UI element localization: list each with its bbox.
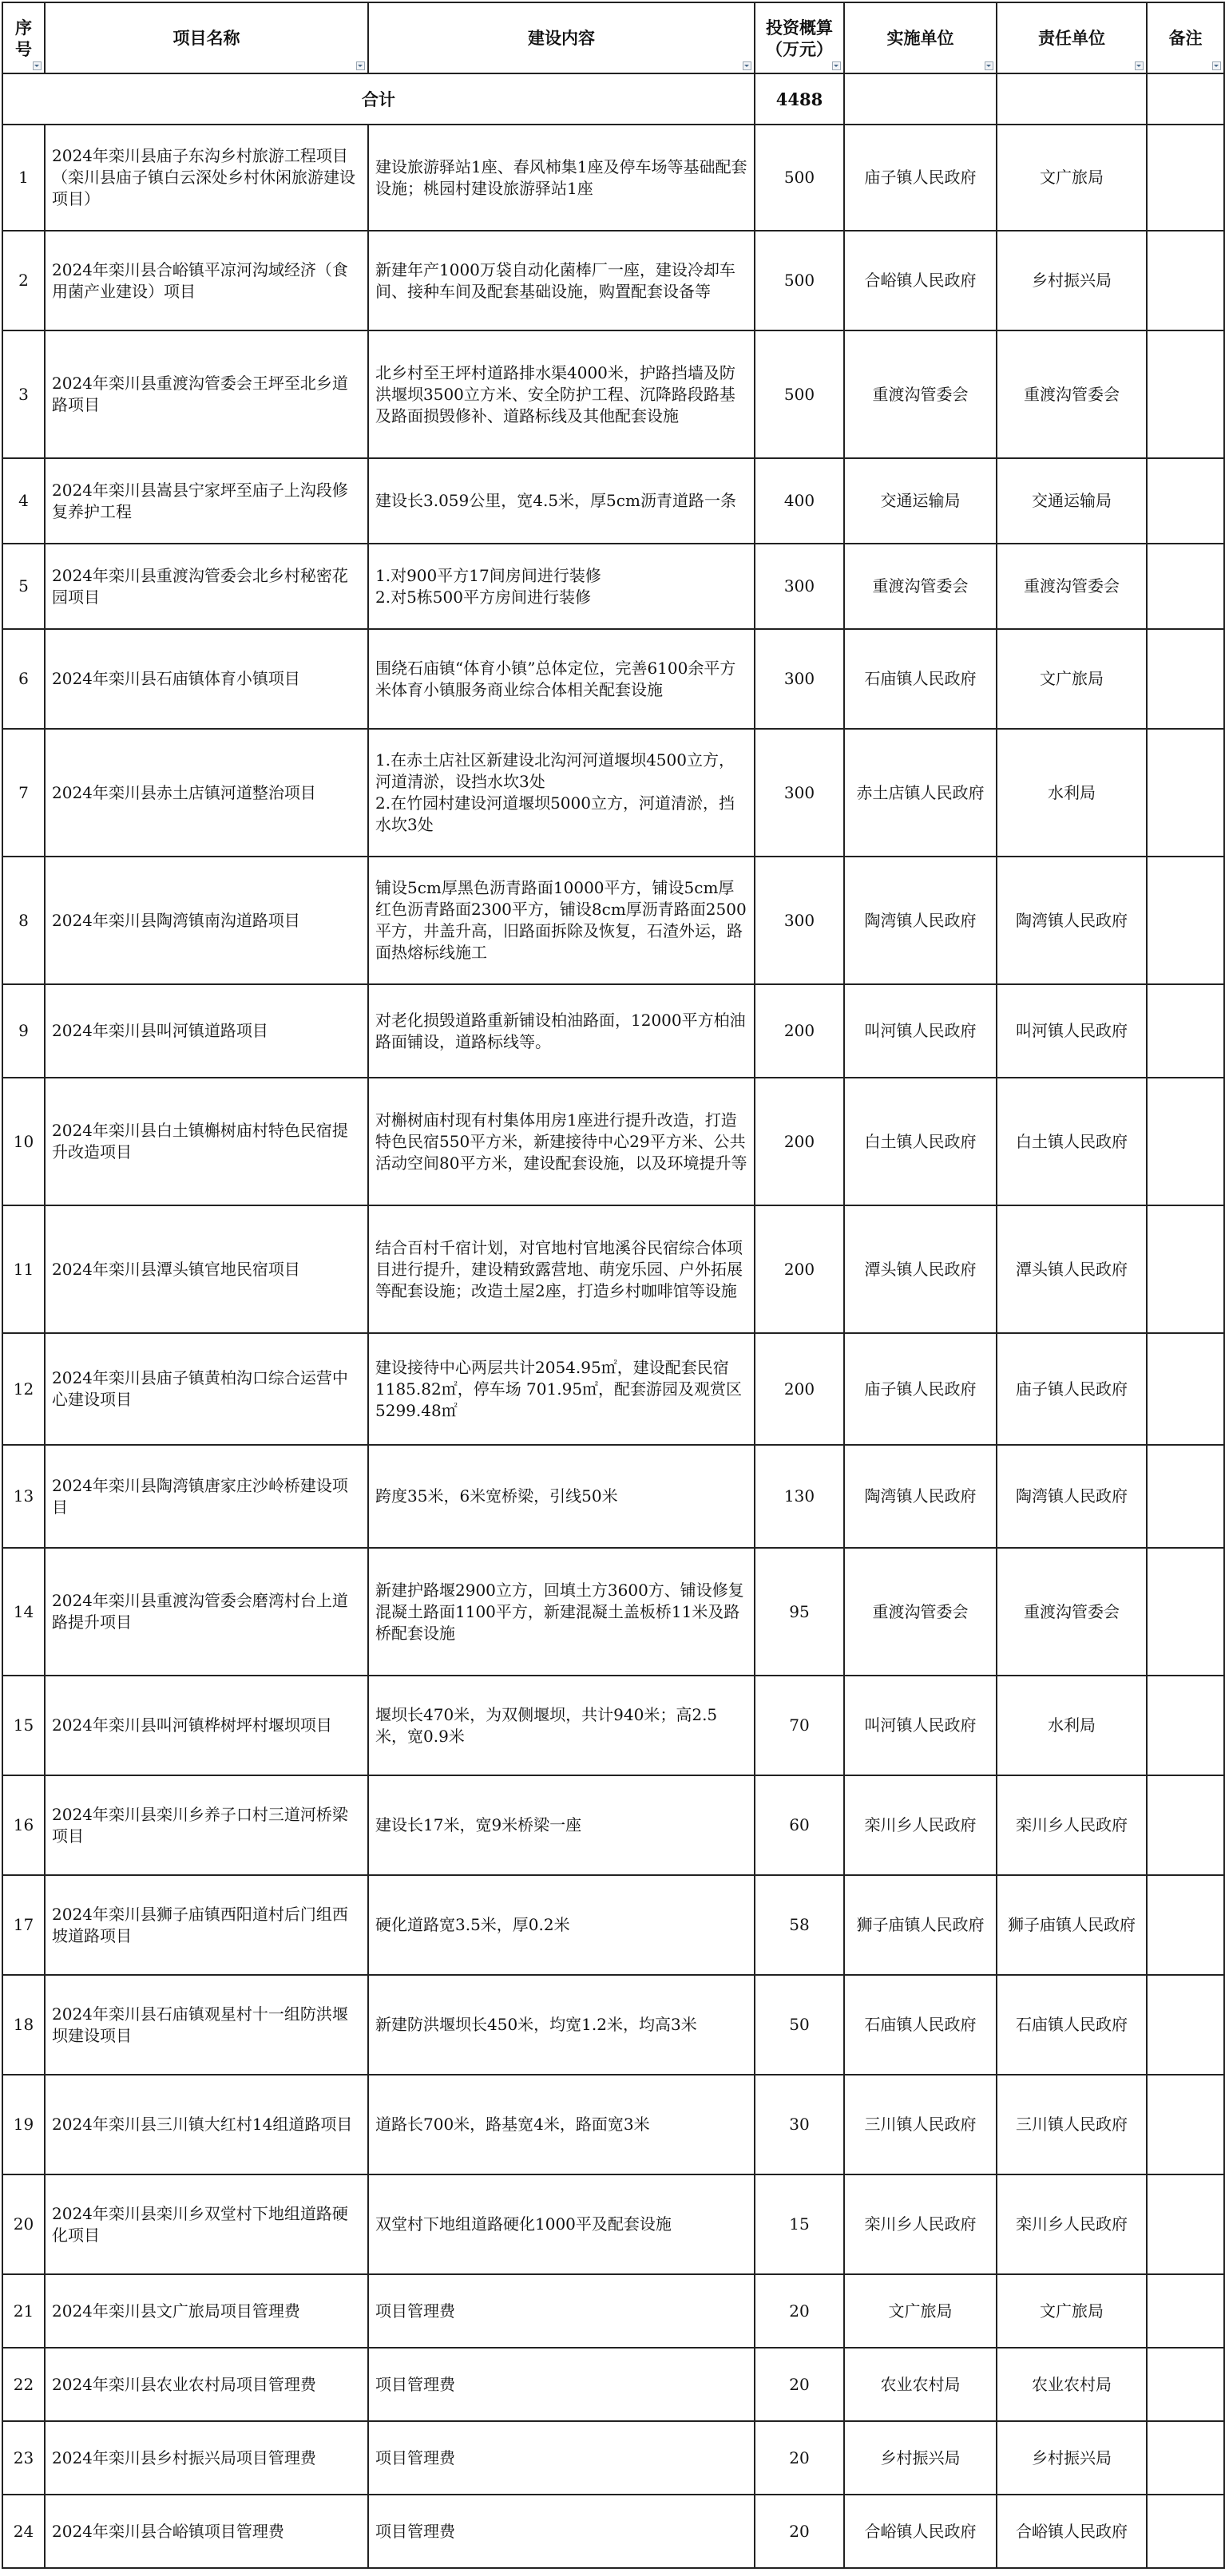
invest-cell: 130 [755, 1445, 844, 1548]
impl-unit-cell: 农业农村局 [844, 2348, 997, 2421]
resp-unit-cell: 叫河镇人民政府 [997, 984, 1147, 1078]
project-name-cell: 2024年栾川县庙子镇黄柏沟口综合运营中心建设项目 [45, 1333, 368, 1445]
seq-cell: 13 [2, 1445, 45, 1548]
impl-unit-cell: 陶湾镇人民政府 [844, 857, 997, 984]
content-cell: 北乡村至王坪村道路排水渠4000米，护路挡墙及防洪堰坝3500立方米、安全防护工程、沉降路段路基及路面损毁修补、道路标线及其他配套设施 [368, 330, 755, 458]
resp-unit-cell: 乡村振兴局 [997, 231, 1147, 330]
seq-cell: 21 [2, 2274, 45, 2348]
table-row [2, 2274, 1224, 2348]
invest-cell: 20 [755, 2348, 844, 2421]
seq-cell: 2 [2, 231, 45, 330]
seq-cell: 12 [2, 1333, 45, 1445]
filter-dropdown-icon[interactable] [1212, 61, 1221, 70]
header-impl: 实施单位 [844, 2, 997, 73]
table-row [2, 1775, 1224, 1875]
header-content: 建设内容 [368, 2, 755, 73]
impl-unit-cell: 赤土店镇人民政府 [844, 729, 997, 857]
content-cell: 铺设5cm厚黑色沥青路面10000平方，铺设5cm厚红色沥青路面2300平方，铺设8cm厚沥青路面2500平方，井盖升高，旧路面拆除及恢复，石渣外运，路面热熔标线施工 [368, 857, 755, 984]
note-cell [1147, 1548, 1224, 1676]
total-label: 合计 [2, 73, 755, 125]
note-cell [1147, 231, 1224, 330]
project-name-cell: 2024年栾川县重渡沟管委会王坪至北乡道路项目 [45, 330, 368, 458]
table-row [2, 629, 1224, 729]
header-seq: 序号 [2, 2, 45, 73]
content-cell: 新建年产1000万袋自动化菌棒厂一座，建设冷却车间、接种车间及配套基础设施，购置配套设备等 [368, 231, 755, 330]
note-cell [1147, 2174, 1224, 2274]
invest-cell: 20 [755, 2421, 844, 2495]
note-cell [1147, 1875, 1224, 1975]
table-row [2, 544, 1224, 629]
impl-unit-cell: 栾川乡人民政府 [844, 1775, 997, 1875]
note-cell [1147, 2274, 1224, 2348]
content-cell: 建设接待中心两层共计2054.95㎡，建设配套民宿1185.82㎡，停车场 701.95㎡，配套游园及观赏区5299.48㎡ [368, 1333, 755, 1445]
project-name-cell: 2024年栾川县三川镇大红村14组道路项目 [45, 2075, 368, 2174]
project-name-cell: 2024年栾川县石庙镇体育小镇项目 [45, 629, 368, 729]
impl-unit-cell: 栾川乡人民政府 [844, 2174, 997, 2274]
table-row [2, 1445, 1224, 1548]
filter-dropdown-icon[interactable] [832, 61, 841, 70]
header-invest: 投资概算 （万元） [755, 2, 844, 73]
project-name-cell: 2024年栾川县叫河镇桦树坪村堰坝项目 [45, 1676, 368, 1775]
resp-unit-cell: 陶湾镇人民政府 [997, 1445, 1147, 1548]
note-cell [1147, 1676, 1224, 1775]
resp-unit-cell: 水利局 [997, 1676, 1147, 1775]
impl-unit-cell: 叫河镇人民政府 [844, 984, 997, 1078]
seq-cell: 22 [2, 2348, 45, 2421]
content-cell: 结合百村千宿计划，对官地村官地溪谷民宿综合体项目进行提升，建设精致露营地、萌宠乐园、户外拓展等配套设施；改造土屋2座，打造乡村咖啡馆等设施 [368, 1205, 755, 1333]
content-cell: 1.对900平方17间房间进行装修 2.对5栋500平方房间进行装修 [368, 544, 755, 629]
invest-cell: 20 [755, 2274, 844, 2348]
project-name-cell: 2024年栾川县赤土店镇河道整治项目 [45, 729, 368, 857]
content-cell: 项目管理费 [368, 2495, 755, 2568]
invest-cell: 50 [755, 1975, 844, 2075]
impl-unit-cell: 合峪镇人民政府 [844, 2495, 997, 2568]
content-cell: 项目管理费 [368, 2348, 755, 2421]
seq-cell: 5 [2, 544, 45, 629]
resp-unit-cell: 交通运输局 [997, 458, 1147, 544]
header-name: 项目名称 [45, 2, 368, 73]
table-row [2, 1333, 1224, 1445]
content-cell: 对老化损毁道路重新铺设柏油路面，12000平方柏油路面铺设，道路标线等。 [368, 984, 755, 1078]
content-cell: 围绕石庙镇“体育小镇”总体定位，完善6100余平方米体育小镇服务商业综合体相关配套设施 [368, 629, 755, 729]
project-name-cell: 2024年栾川县石庙镇观星村十一组防洪堰坝建设项目 [45, 1975, 368, 2075]
impl-unit-cell: 合峪镇人民政府 [844, 231, 997, 330]
seq-cell: 18 [2, 1975, 45, 2075]
project-name-cell: 2024年栾川县栾川乡双堂村下地组道路硬化项目 [45, 2174, 368, 2274]
project-name-cell: 2024年栾川县叫河镇道路项目 [45, 984, 368, 1078]
invest-cell: 200 [755, 1333, 844, 1445]
content-cell: 项目管理费 [368, 2421, 755, 2495]
resp-unit-cell: 石庙镇人民政府 [997, 1975, 1147, 2075]
project-name-cell: 2024年栾川县白土镇槲树庙村特色民宿提升改造项目 [45, 1078, 368, 1205]
resp-unit-cell: 合峪镇人民政府 [997, 2495, 1147, 2568]
table-row [2, 2075, 1224, 2174]
seq-cell: 6 [2, 629, 45, 729]
note-cell [1147, 1078, 1224, 1205]
seq-cell: 8 [2, 857, 45, 984]
invest-cell: 500 [755, 125, 844, 231]
invest-cell: 500 [755, 330, 844, 458]
resp-unit-cell: 三川镇人民政府 [997, 2075, 1147, 2174]
table-row [2, 1548, 1224, 1676]
seq-cell: 11 [2, 1205, 45, 1333]
invest-cell: 300 [755, 857, 844, 984]
seq-cell: 1 [2, 125, 45, 231]
impl-unit-cell: 庙子镇人民政府 [844, 1333, 997, 1445]
content-cell: 道路长700米，路基宽4米，路面宽3米 [368, 2075, 755, 2174]
content-cell: 双堂村下地组道路硬化1000平及配套设施 [368, 2174, 755, 2274]
total-value: 4488 [755, 73, 844, 125]
filter-dropdown-icon[interactable] [985, 61, 993, 70]
table-row [2, 1205, 1224, 1333]
impl-unit-cell: 白土镇人民政府 [844, 1078, 997, 1205]
table-row [2, 857, 1224, 984]
impl-unit-cell: 狮子庙镇人民政府 [844, 1875, 997, 1975]
seq-cell: 14 [2, 1548, 45, 1676]
resp-unit-cell: 文广旅局 [997, 125, 1147, 231]
impl-unit-cell: 石庙镇人民政府 [844, 1975, 997, 2075]
invest-cell: 200 [755, 1205, 844, 1333]
note-cell [1147, 1205, 1224, 1333]
table-row [2, 2174, 1224, 2274]
seq-cell: 24 [2, 2495, 45, 2568]
note-cell [1147, 1445, 1224, 1548]
seq-cell: 20 [2, 2174, 45, 2274]
resp-unit-cell: 重渡沟管委会 [997, 1548, 1147, 1676]
resp-unit-cell: 白土镇人民政府 [997, 1078, 1147, 1205]
project-name-cell: 2024年栾川县合峪镇平凉河沟域经济（食用菌产业建设）项目 [45, 231, 368, 330]
note-cell [1147, 729, 1224, 857]
content-cell: 硬化道路宽3.5米，厚0.2米 [368, 1875, 755, 1975]
impl-unit-cell: 重渡沟管委会 [844, 544, 997, 629]
invest-cell: 300 [755, 629, 844, 729]
impl-unit-cell: 重渡沟管委会 [844, 1548, 997, 1676]
filter-dropdown-icon[interactable] [1135, 61, 1144, 70]
content-cell: 建设旅游驿站1座、春风柿集1座及停车场等基础配套设施；桃园村建设旅游驿站1座 [368, 125, 755, 231]
project-name-cell: 2024年栾川县狮子庙镇西阳道村后门组西坡道路项目 [45, 1875, 368, 1975]
project-name-cell: 2024年栾川县陶湾镇南沟道路项目 [45, 857, 368, 984]
table-row [2, 729, 1224, 857]
invest-cell: 15 [755, 2174, 844, 2274]
project-name-cell: 2024年栾川县潭头镇官地民宿项目 [45, 1205, 368, 1333]
header-resp: 责任单位 [997, 2, 1147, 73]
resp-unit-cell: 陶湾镇人民政府 [997, 857, 1147, 984]
project-name-cell: 2024年栾川县乡村振兴局项目管理费 [45, 2421, 368, 2495]
invest-cell: 30 [755, 2075, 844, 2174]
note-cell [1147, 1775, 1224, 1875]
table-row [2, 1875, 1224, 1975]
project-name-cell: 2024年栾川县农业农村局项目管理费 [45, 2348, 368, 2421]
table-row [2, 2495, 1224, 2568]
resp-unit-cell: 文广旅局 [997, 2274, 1147, 2348]
invest-cell: 500 [755, 231, 844, 330]
table-row [2, 330, 1224, 458]
resp-unit-cell: 狮子庙镇人民政府 [997, 1875, 1147, 1975]
content-cell: 新建防洪堰坝长450米，均宽1.2米，均高3米 [368, 1975, 755, 2075]
project-name-cell: 2024年栾川县陶湾镇唐家庄沙岭桥建设项目 [45, 1445, 368, 1548]
seq-cell: 16 [2, 1775, 45, 1875]
seq-cell: 7 [2, 729, 45, 857]
invest-cell: 300 [755, 544, 844, 629]
note-cell [1147, 125, 1224, 231]
invest-cell: 60 [755, 1775, 844, 1875]
content-cell: 建设长3.059公里，宽4.5米，厚5cm沥青道路一条 [368, 458, 755, 544]
table-row [2, 1078, 1224, 1205]
header-row [2, 2, 1224, 73]
impl-unit-cell: 交通运输局 [844, 458, 997, 544]
project-name-cell: 2024年栾川县重渡沟管委会磨湾村台上道路提升项目 [45, 1548, 368, 1676]
invest-cell: 400 [755, 458, 844, 544]
invest-cell: 70 [755, 1676, 844, 1775]
note-cell [1147, 857, 1224, 984]
resp-unit-cell: 重渡沟管委会 [997, 544, 1147, 629]
seq-cell: 10 [2, 1078, 45, 1205]
impl-unit-cell: 三川镇人民政府 [844, 2075, 997, 2174]
note-cell [1147, 1333, 1224, 1445]
invest-cell: 20 [755, 2495, 844, 2568]
invest-cell: 200 [755, 984, 844, 1078]
seq-cell: 9 [2, 984, 45, 1078]
total-row [2, 73, 1224, 125]
project-table [2, 2, 1225, 2569]
project-name-cell: 2024年栾川县重渡沟管委会北乡村秘密花园项目 [45, 544, 368, 629]
project-name-cell: 2024年栾川县栾川乡养子口村三道河桥梁项目 [45, 1775, 368, 1875]
resp-unit-cell: 庙子镇人民政府 [997, 1333, 1147, 1445]
table-row [2, 2421, 1224, 2495]
impl-unit-cell: 庙子镇人民政府 [844, 125, 997, 231]
seq-cell: 23 [2, 2421, 45, 2495]
project-name-cell: 2024年栾川县庙子东沟乡村旅游工程项目（栾川县庙子镇白云深处乡村休闲旅游建设项目） [45, 125, 368, 231]
table-row [2, 2348, 1224, 2421]
resp-unit-cell: 重渡沟管委会 [997, 330, 1147, 458]
impl-unit-cell: 文广旅局 [844, 2274, 997, 2348]
project-name-cell: 2024年栾川县合峪镇项目管理费 [45, 2495, 368, 2568]
seq-cell: 3 [2, 330, 45, 458]
seq-cell: 15 [2, 1676, 45, 1775]
resp-unit-cell: 栾川乡人民政府 [997, 1775, 1147, 1875]
impl-unit-cell: 重渡沟管委会 [844, 330, 997, 458]
invest-cell: 95 [755, 1548, 844, 1676]
note-cell [1147, 544, 1224, 629]
resp-unit-cell: 农业农村局 [997, 2348, 1147, 2421]
note-cell [1147, 458, 1224, 544]
content-cell: 1.在赤土店社区新建设北沟河河道堰坝4500立方，河道清淤，设挡水坎3处 2.在竹园村建设河道堰坝5000立方，河道清淤，挡水坎3处 [368, 729, 755, 857]
seq-cell: 4 [2, 458, 45, 544]
impl-unit-cell: 石庙镇人民政府 [844, 629, 997, 729]
table-row [2, 1676, 1224, 1775]
resp-unit-cell: 水利局 [997, 729, 1147, 857]
table-row [2, 231, 1224, 330]
impl-unit-cell: 潭头镇人民政府 [844, 1205, 997, 1333]
table-row [2, 1975, 1224, 2075]
table-row [2, 458, 1224, 544]
invest-cell: 58 [755, 1875, 844, 1975]
filter-dropdown-icon[interactable] [356, 61, 365, 70]
invest-cell: 200 [755, 1078, 844, 1205]
content-cell: 堰坝长470米，为双侧堰坝，共计940米；高2.5米，宽0.9米 [368, 1676, 755, 1775]
resp-unit-cell: 乡村振兴局 [997, 2421, 1147, 2495]
empty-cell [844, 73, 997, 125]
header-note: 备注 [1147, 2, 1224, 73]
impl-unit-cell: 陶湾镇人民政府 [844, 1445, 997, 1548]
project-name-cell: 2024年栾川县文广旅局项目管理费 [45, 2274, 368, 2348]
content-cell: 对槲树庙村现有村集体用房1座进行提升改造，打造特色民宿550平方米，新建接待中心29平方米、公共活动空间80平方米，建设配套设施，以及环境提升等 [368, 1078, 755, 1205]
note-cell [1147, 330, 1224, 458]
filter-dropdown-icon[interactable] [33, 61, 42, 70]
empty-cell [997, 73, 1147, 125]
impl-unit-cell: 乡村振兴局 [844, 2421, 997, 2495]
table-row [2, 125, 1224, 231]
note-cell [1147, 1975, 1224, 2075]
note-cell [1147, 984, 1224, 1078]
project-name-cell: 2024年栾川县嵩县宁家坪至庙子上沟段修复养护工程 [45, 458, 368, 544]
invest-cell: 300 [755, 729, 844, 857]
seq-cell: 19 [2, 2075, 45, 2174]
resp-unit-cell: 文广旅局 [997, 629, 1147, 729]
empty-cell [1147, 73, 1224, 125]
content-cell: 新建护路堰2900立方，回填土方3600方、铺设修复混凝土路面1100平方，新建混凝土盖板桥11米及路桥配套设施 [368, 1548, 755, 1676]
note-cell [1147, 2495, 1224, 2568]
resp-unit-cell: 栾川乡人民政府 [997, 2174, 1147, 2274]
filter-dropdown-icon[interactable] [743, 61, 751, 70]
resp-unit-cell: 潭头镇人民政府 [997, 1205, 1147, 1333]
content-cell: 跨度35米，6米宽桥梁，引线50米 [368, 1445, 755, 1548]
note-cell [1147, 2348, 1224, 2421]
note-cell [1147, 629, 1224, 729]
content-cell: 项目管理费 [368, 2274, 755, 2348]
content-cell: 建设长17米，宽9米桥梁一座 [368, 1775, 755, 1875]
note-cell [1147, 2075, 1224, 2174]
seq-cell: 17 [2, 1875, 45, 1975]
table-row [2, 984, 1224, 1078]
impl-unit-cell: 叫河镇人民政府 [844, 1676, 997, 1775]
note-cell [1147, 2421, 1224, 2495]
